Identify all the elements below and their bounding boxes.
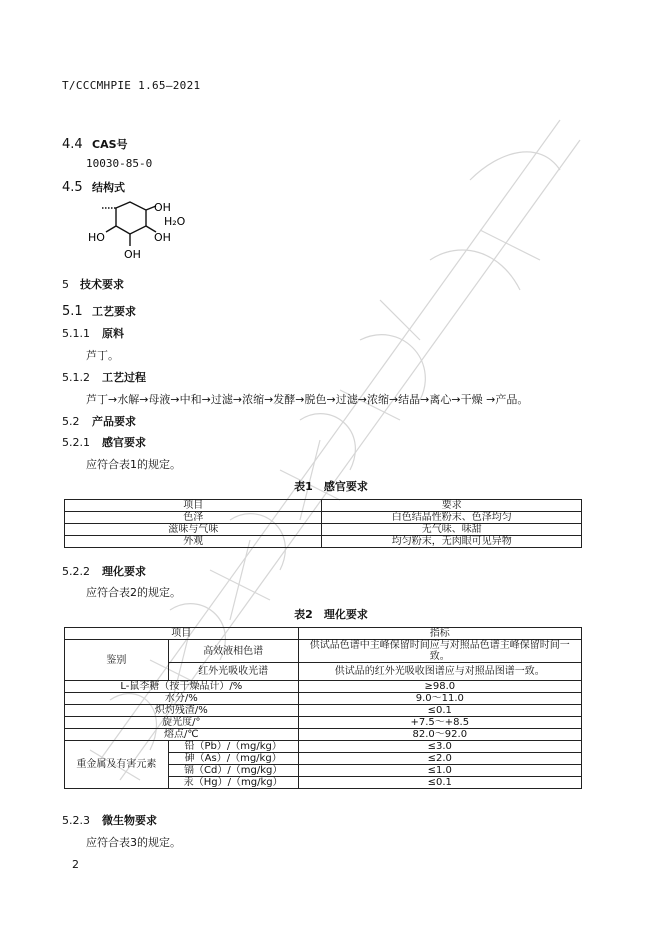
section-5-1-heading (62, 303, 136, 319)
cas-number: 10030-85-0 (86, 157, 153, 170)
table-cell: 外观 (65, 536, 322, 548)
oh-label-2: OH (154, 231, 171, 244)
section-5-2-3-heading (62, 812, 157, 828)
table-cell: 炽灼残渣/% (65, 705, 299, 717)
table-cell: 旋光度/° (65, 717, 299, 729)
page-number: 2 (72, 858, 79, 871)
table-row (65, 693, 582, 705)
section-title: 原料 (102, 327, 124, 340)
table-row (65, 640, 582, 663)
oh-label-1: OH (154, 201, 171, 214)
physicochemical-table (64, 627, 582, 789)
section-number: 5.2 (62, 415, 80, 428)
section-5-2-heading (62, 413, 136, 429)
table1-caption: 表1 感官要求 (294, 480, 368, 493)
table-row (65, 717, 582, 729)
section-title: CAS号 (92, 138, 128, 151)
table-cell: 色泽 (65, 512, 322, 524)
section-5-2-2-heading (62, 563, 146, 579)
section-title: 技术要求 (80, 278, 124, 291)
table-cell: 高效液相色谱 (168, 640, 298, 663)
section-title: 理化要求 (102, 565, 146, 578)
table-cell: 铅（Pb）/（mg/kg） (168, 741, 298, 753)
table-row (65, 512, 582, 524)
table-cell: ≥98.0 (298, 681, 581, 693)
table-row (65, 729, 582, 741)
oh-label-3: OH (124, 248, 141, 261)
table-cell: 红外光吸收光谱 (168, 663, 298, 681)
table-cell: 熔点/℃ (65, 729, 299, 741)
table-row (65, 705, 582, 717)
process-text: 芦丁→水解→母液→中和→过滤→浓缩→发酵→脱色→过滤→浓缩→结晶→离心→干燥 →产品。 (86, 393, 529, 406)
sensory-intro: 应符合表1的规定。 (86, 458, 181, 471)
table1-header-requirement: 要求 (322, 500, 582, 512)
table-row (65, 681, 582, 693)
section-4-5-heading (62, 179, 125, 195)
table-cell: 汞（Hg）/（mg/kg） (168, 777, 298, 789)
section-title: 微生物要求 (102, 814, 157, 827)
table2-header-item: 项目 (65, 628, 299, 640)
section-title: 结构式 (92, 181, 125, 194)
section-5-heading (62, 276, 124, 292)
section-number: 5.1.2 (62, 371, 90, 384)
table-cell: ≤0.1 (298, 705, 581, 717)
section-5-1-2-heading (62, 369, 146, 385)
table-cell: 82.0～92.0 (298, 729, 581, 741)
microbial-intro: 应符合表3的规定。 (86, 836, 181, 849)
section-number: 5.1.1 (62, 327, 90, 340)
table-cell: 供试品的红外光吸收图谱应与对照品图谱一致。 (298, 663, 581, 681)
section-number: 5.2.2 (62, 565, 90, 578)
table-cell: +7.5～+8.5 (298, 717, 581, 729)
section-title: 产品要求 (92, 415, 136, 428)
sensory-table (64, 499, 582, 548)
section-number: 5.2.3 (62, 814, 90, 827)
water-label: H₂O (164, 215, 186, 228)
section-title: 工艺要求 (92, 305, 136, 318)
table1-header-item: 项目 (65, 500, 322, 512)
section-5-1-1-heading (62, 325, 124, 341)
heavy-metals-label: 重金属及有害元素 (65, 741, 169, 789)
section-number: 5 (62, 278, 69, 291)
table-cell: ≤1.0 (298, 765, 581, 777)
table-cell: ≤2.0 (298, 753, 581, 765)
section-title: 工艺过程 (102, 371, 146, 384)
table-row (65, 741, 582, 753)
table-cell: 砷（As）/（mg/kg） (168, 753, 298, 765)
table-cell: 9.0～11.0 (298, 693, 581, 705)
section-number: 4.4 (62, 137, 83, 152)
table-cell: 均匀粉末，无肉眼可见异物 (322, 536, 582, 548)
section-number: 5.2.1 (62, 436, 90, 449)
standard-number: T/CCCMHPIE 1.65—2021 (62, 79, 201, 92)
section-number: 5.1 (62, 304, 83, 319)
table-cell: 镉（Cd）/（mg/kg） (168, 765, 298, 777)
section-5-2-1-heading (62, 434, 146, 450)
table-cell: 无气味、味甜 (322, 524, 582, 536)
section-title: 感官要求 (102, 436, 146, 449)
section-number: 4.5 (62, 180, 83, 195)
table2-caption: 表2 理化要求 (294, 608, 368, 621)
raw-material-text: 芦丁。 (86, 349, 119, 362)
table-cell: ≤0.1 (298, 777, 581, 789)
table-cell: 滋味与气味 (65, 524, 322, 536)
table-cell: 白色结晶性粉末、色泽均匀 (322, 512, 582, 524)
table-cell: 水分/% (65, 693, 299, 705)
table-cell: 供试品色谱中主峰保留时间应与对照品色谱主峰保留时间一致。 (298, 640, 581, 663)
structural-formula (84, 196, 194, 264)
identification-label: 鉴别 (65, 640, 169, 681)
table2-header-indicator: 指标 (298, 628, 581, 640)
table-cell: L-鼠李糖（按干燥品计）/% (65, 681, 299, 693)
table-row (65, 536, 582, 548)
ho-label: HO (88, 231, 105, 244)
table-row (65, 524, 582, 536)
table-cell: ≤3.0 (298, 741, 581, 753)
physicochemical-intro: 应符合表2的规定。 (86, 586, 181, 599)
section-4-4-heading (62, 136, 128, 152)
